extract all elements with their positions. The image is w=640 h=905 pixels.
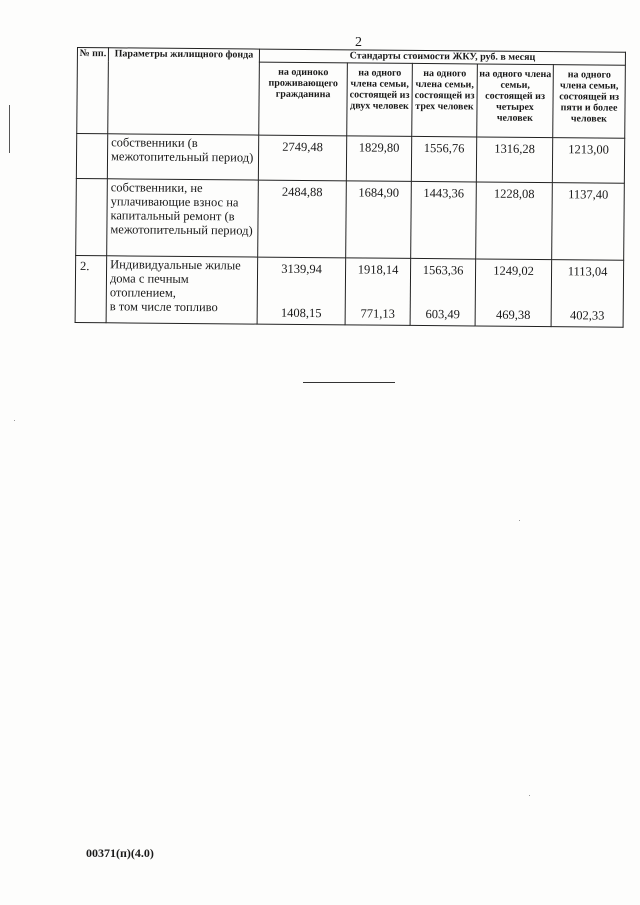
table-cell	[257, 257, 346, 325]
table-row	[76, 178, 625, 260]
cell-value-fuel: 603,49	[425, 307, 460, 322]
page-number: 2	[355, 35, 362, 50]
row-param: собственники (в межотопительный период)	[107, 134, 258, 180]
table-cell: 1829,80	[346, 136, 411, 182]
table-cell: 1443,36	[411, 181, 477, 259]
row-number	[76, 134, 107, 179]
cell-value-fuel: 469,38	[495, 307, 531, 322]
table-cell	[345, 258, 411, 326]
table-cell: 1684,90	[346, 181, 412, 259]
table-cell: 1137,40	[552, 183, 625, 261]
column-header-params: Параметры жилищного фонда	[108, 48, 260, 135]
column-header-single: на одиноко проживающего гражданина	[259, 62, 348, 136]
row-param: собственники, не уплачивающие взнос на капитальный ремонт (в межотопительный период)	[107, 179, 259, 257]
row-param-main: Индивидуальные жилые дома с печным отоплением,	[109, 257, 241, 300]
table-cell: 2484,88	[258, 180, 347, 258]
column-header-number: № пп.	[77, 48, 109, 134]
row-param-sub: в том числе топливо	[109, 299, 218, 315]
scan-speck	[14, 420, 15, 421]
table-cell: 1316,28	[476, 137, 552, 183]
table-cell	[475, 259, 552, 327]
table-row	[76, 134, 624, 184]
closing-line	[303, 382, 395, 383]
table-cell	[551, 260, 624, 328]
column-header-three: на одного члена семьи, состоящей из трех человек	[412, 63, 478, 137]
cell-value: 1918,14	[357, 262, 399, 277]
cell-value: 3139,94	[281, 261, 322, 277]
table-cell: 1228,08	[476, 182, 553, 260]
table-cell	[410, 258, 476, 326]
row-param	[106, 256, 258, 324]
cell-value: 1113,04	[567, 264, 608, 279]
row-number	[76, 178, 108, 255]
table-row	[75, 255, 624, 327]
table-cell: 1556,76	[411, 136, 476, 182]
document-code: 00371(п)(4.0)	[86, 846, 154, 860]
scan-speck	[529, 795, 530, 796]
column-header-five-plus: на одного члена семьи, состоящей из пяти и более человек	[553, 65, 626, 139]
cell-value-fuel: 402,33	[569, 308, 605, 323]
table-cell: 1213,00	[552, 138, 624, 184]
column-header-four: на одного члена семьи, состоящей из четырех человек	[477, 64, 554, 138]
cell-value-fuel: 771,13	[360, 306, 395, 321]
housing-cost-standards-table	[75, 47, 626, 328]
scan-margin-mark	[9, 105, 10, 153]
row-number: 2.	[75, 255, 107, 322]
column-header-two: на одного члена семьи, состоящей из двух человек	[347, 63, 413, 137]
cell-value-fuel: 1408,15	[280, 305, 322, 321]
cell-value: 1249,02	[493, 263, 534, 278]
cell-value: 1563,36	[422, 263, 464, 278]
column-group-header: Стандарты стоимости ЖКУ, руб. в месяц	[259, 49, 625, 65]
scan-speck	[519, 520, 520, 521]
table-cell: 2749,48	[258, 135, 346, 181]
